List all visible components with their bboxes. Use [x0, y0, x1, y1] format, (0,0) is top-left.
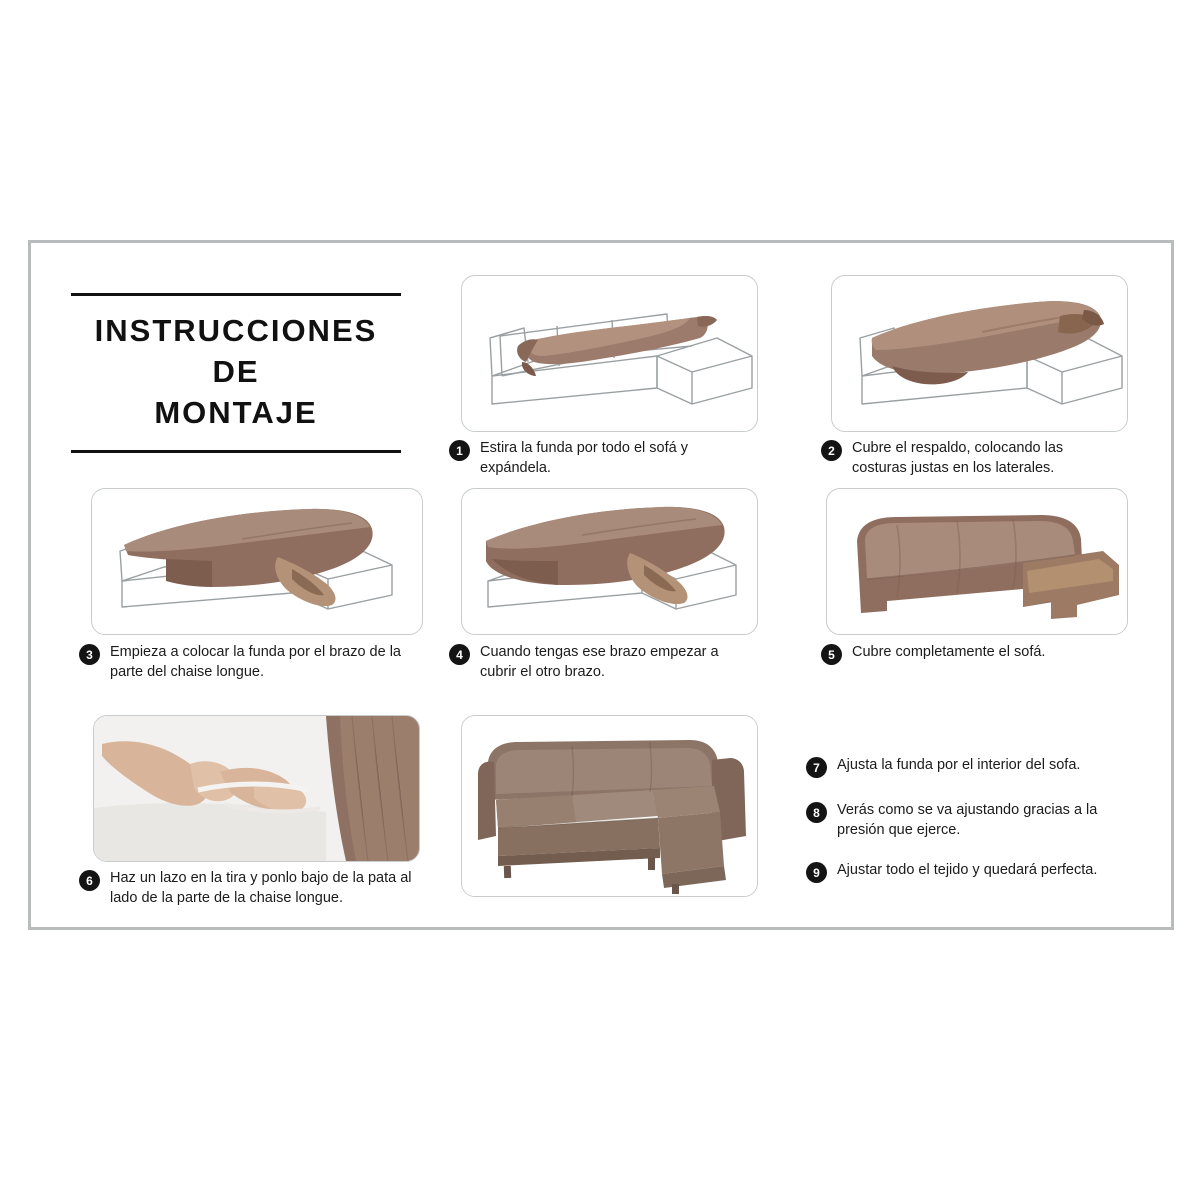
step-4-caption: [449, 643, 749, 682]
step-9-bullet: 9: [806, 862, 827, 883]
page-title: [71, 293, 401, 453]
step-5-text: Cubre completamente el sofá.: [852, 644, 1046, 660]
step-9-caption: [806, 861, 1116, 883]
title-rule-bottom: [71, 450, 401, 453]
step-2-caption: [821, 439, 1121, 478]
step-2-illustration: [831, 275, 1128, 432]
step-5-caption: [821, 643, 1121, 665]
step-5-bullet: 5: [821, 644, 842, 665]
step-8-text: Verás como se va ajustando gracias a la presión que ejerce.: [837, 802, 1098, 838]
step-3-illustration: [91, 488, 423, 635]
step-6-bullet: 6: [79, 870, 100, 891]
step-6-text: Haz un lazo en la tira y ponlo bajo de la pata al lado de la parte de la chaise longue.: [110, 870, 412, 906]
step-7-caption: [806, 756, 1116, 778]
step-8-caption: [806, 801, 1116, 840]
step-6-caption: [79, 869, 429, 908]
step-1-caption: [449, 439, 739, 478]
title-line-3: MONTAJE: [154, 395, 318, 431]
step-7-text: Ajusta la funda por el interior del sofa.: [837, 757, 1081, 773]
step-1-bullet: 1: [449, 440, 470, 461]
step-1-text: Estira la funda por todo el sofá y expándela.: [480, 440, 688, 476]
step-3-text: Empieza a colocar la funda por el brazo de la parte del chaise longue.: [110, 644, 401, 680]
step-5-illustration: [826, 488, 1128, 635]
title-line-2: DE: [212, 354, 260, 390]
title-line-1: INSTRUCCIONES: [94, 313, 378, 348]
step-6-illustration: [93, 715, 420, 862]
step-7-bullet: 7: [806, 757, 827, 778]
final-illustration: [461, 715, 758, 897]
title-rule-top: [71, 293, 401, 296]
step-2-bullet: 2: [821, 440, 842, 461]
step-3-caption: [79, 643, 429, 682]
step-3-bullet: 3: [79, 644, 100, 665]
step-4-text: Cuando tengas ese brazo empezar a cubrir el otro brazo.: [480, 644, 719, 680]
step-1-illustration: [461, 275, 758, 432]
step-8-bullet: 8: [806, 802, 827, 823]
instruction-sheet: [28, 240, 1174, 930]
step-2-text: Cubre el respaldo, colocando las costuras justas en los laterales.: [852, 440, 1064, 476]
step-9-text: Ajustar todo el tejido y quedará perfecta.: [837, 862, 1098, 878]
step-4-bullet: 4: [449, 644, 470, 665]
step-4-illustration: [461, 488, 758, 635]
